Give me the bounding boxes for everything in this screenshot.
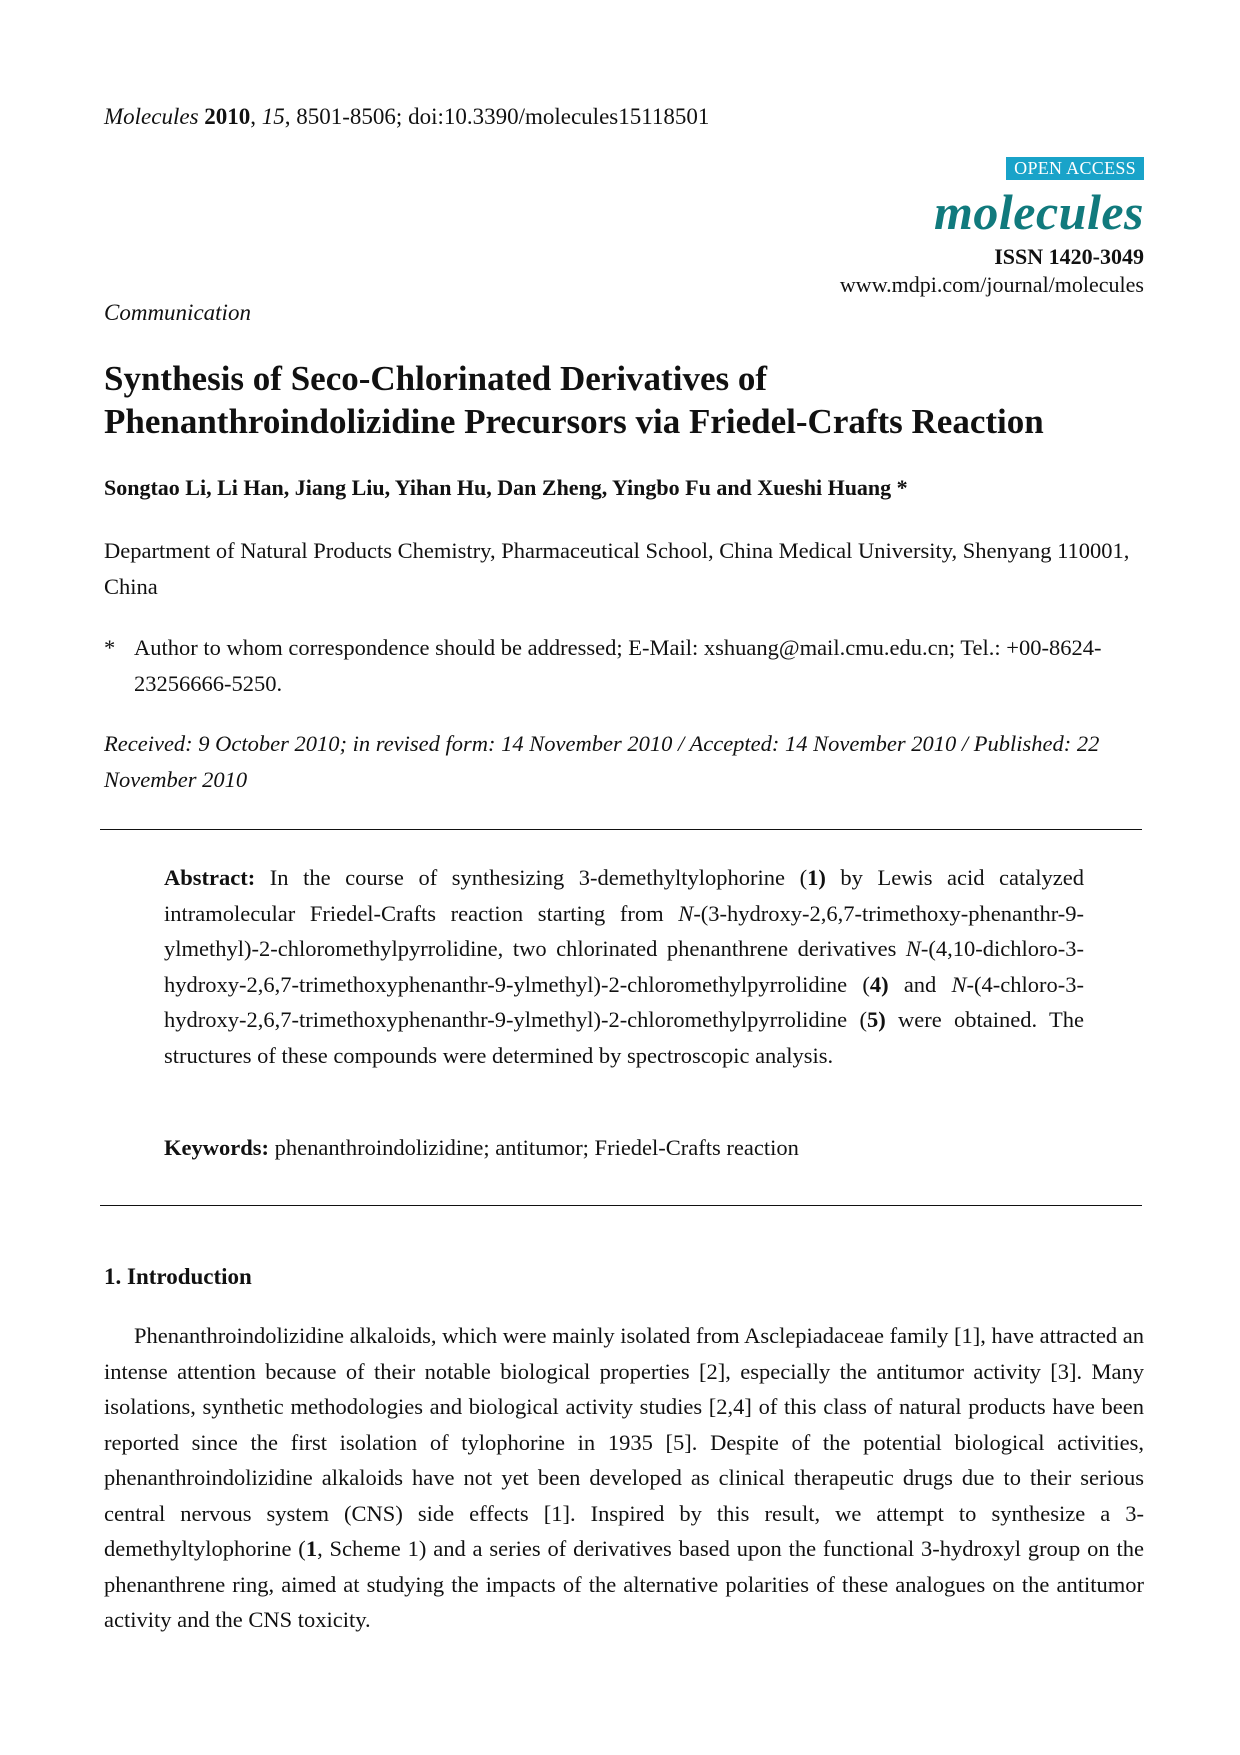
italic-n: N [951, 971, 967, 997]
compound-ref: 5) [866, 1007, 886, 1032]
abstract-text: -(4-chloro-3-hydroxy-2,6,7-trimethoxyphenanthr-9-ylmethyl)-2-chloromethylpyrrolidine ( [164, 971, 1084, 1032]
abstract-label: Abstract: [164, 865, 256, 890]
journal-url[interactable]: www.mdpi.com/journal/molecules [839, 272, 1144, 297]
intro-text: , Scheme 1) and a series of derivatives based upon the functional 3-hydroxyl group on the phenanthrene ring, aimed at studying the impacts of the alternative polarities of these analogues on the antitumor activity and the CNS toxicity. [104, 1536, 1145, 1632]
abstract-text: -(3-hydroxy-2,6,7-trimethoxy-phenanthr-9-ylmethyl)-2-chloromethylpyrrolidine, two chlorinated phenanthrene derivatives [164, 900, 1084, 961]
citation-volume: 15 [261, 104, 285, 129]
article-type: Communication [104, 300, 251, 325]
abstract-text: In the course of synthesizing 3-demethyltylophorine ( [255, 865, 808, 890]
citation-pages-doi: , 8501-8506; doi:10.3390/molecules15118501 [284, 104, 710, 129]
citation-line: Molecules 2010, 15, 8501-8506; doi:10.3390/molecules15118501 [104, 104, 710, 129]
article-title [104, 357, 1164, 443]
abstract-text: were obtained. The structures of these compounds were determined by spectroscopic analysis. [164, 1007, 1085, 1068]
italic-n: N [905, 936, 921, 961]
issn: ISSN 1420-3049 [994, 244, 1144, 269]
correspondence-asterisk: * [104, 635, 116, 660]
author-list: Songtao Li, Li Han, Jiang Liu, Yihan Hu, Dan Zheng, Yingbo Fu and Xueshi Huang * [104, 475, 908, 500]
compound-ref: 1 [305, 1536, 318, 1561]
abstract-text: -(4,10-dichloro-3-hydroxy-2,6,7-trimethoxyphenanthr-9-ylmethyl)-2-chloromethylpyrrolidine ( [164, 936, 1084, 997]
open-access-badge: OPEN ACCESS [1006, 157, 1144, 180]
affiliation: Department of Natural Products Chemistry, Pharmaceutical School, China Medical University, Shenyang 110001, China [104, 538, 1130, 599]
compound-ref: 4) [869, 971, 889, 997]
section-heading-introduction: 1. Introduction [104, 1264, 252, 1289]
journal-logo: molecules [933, 184, 1144, 240]
publication-dates: Received: 9 October 2010; in revised form: 14 November 2010 / Accepted: 14 November 2010 / Published: 22 November 2010 [104, 731, 1100, 792]
introduction-paragraph [104, 1318, 1144, 1638]
correspondence-note [104, 630, 1144, 702]
italic-n: N [678, 900, 694, 926]
abstract-block [164, 860, 1084, 1073]
citation-year: 2010 [204, 104, 251, 129]
title-line-1: Synthesis of Seco-Chlorinated Derivatives of [104, 359, 768, 398]
citation-journal: Molecules [104, 104, 199, 129]
abstract-top-rule [100, 829, 1142, 830]
keywords-label: Keywords: [164, 1135, 269, 1160]
abstract-bottom-rule [100, 1205, 1142, 1206]
compound-ref: 1) [807, 865, 826, 890]
abstract-text: and [888, 971, 952, 997]
abstract-text: by Lewis acid catalyzed intramolecular Friedel-Crafts reaction starting from [164, 865, 1084, 926]
keywords [164, 1135, 799, 1161]
correspondence-text: Author to whom correspondence should be addressed; E-Mail: xshuang@mail.cmu.edu.cn; Tel.: +00-8624-23256666-5250. [134, 635, 1102, 696]
intro-text: Phenanthroindolizidine alkaloids, which were mainly isolated from Asclepiadaceae family [1], have attracted an intense attention because of their notable biological properties [2], especially the antitumor activity [3]. Many isolations, synthetic methodologies and biological activity studies [2,4] of this class of natural products have been reported since the first isolation of tylophorine in 1935 [5]. Despite of the potential biological activities, phenanthroindolizidine alkaloids have not yet been developed as clinical therapeutic drugs due to their serious central nervous system (CNS) side effects [1]. Inspired by this result, we attempt to synthesize a 3-demethyltylophorine ( [104, 1323, 1144, 1561]
keywords-text: phenanthroindolizidine; antitumor; Friedel-Crafts reaction [269, 1135, 799, 1160]
title-line-2: Phenanthroindolizidine Precursors via Friedel-Crafts Reaction [104, 402, 1044, 441]
